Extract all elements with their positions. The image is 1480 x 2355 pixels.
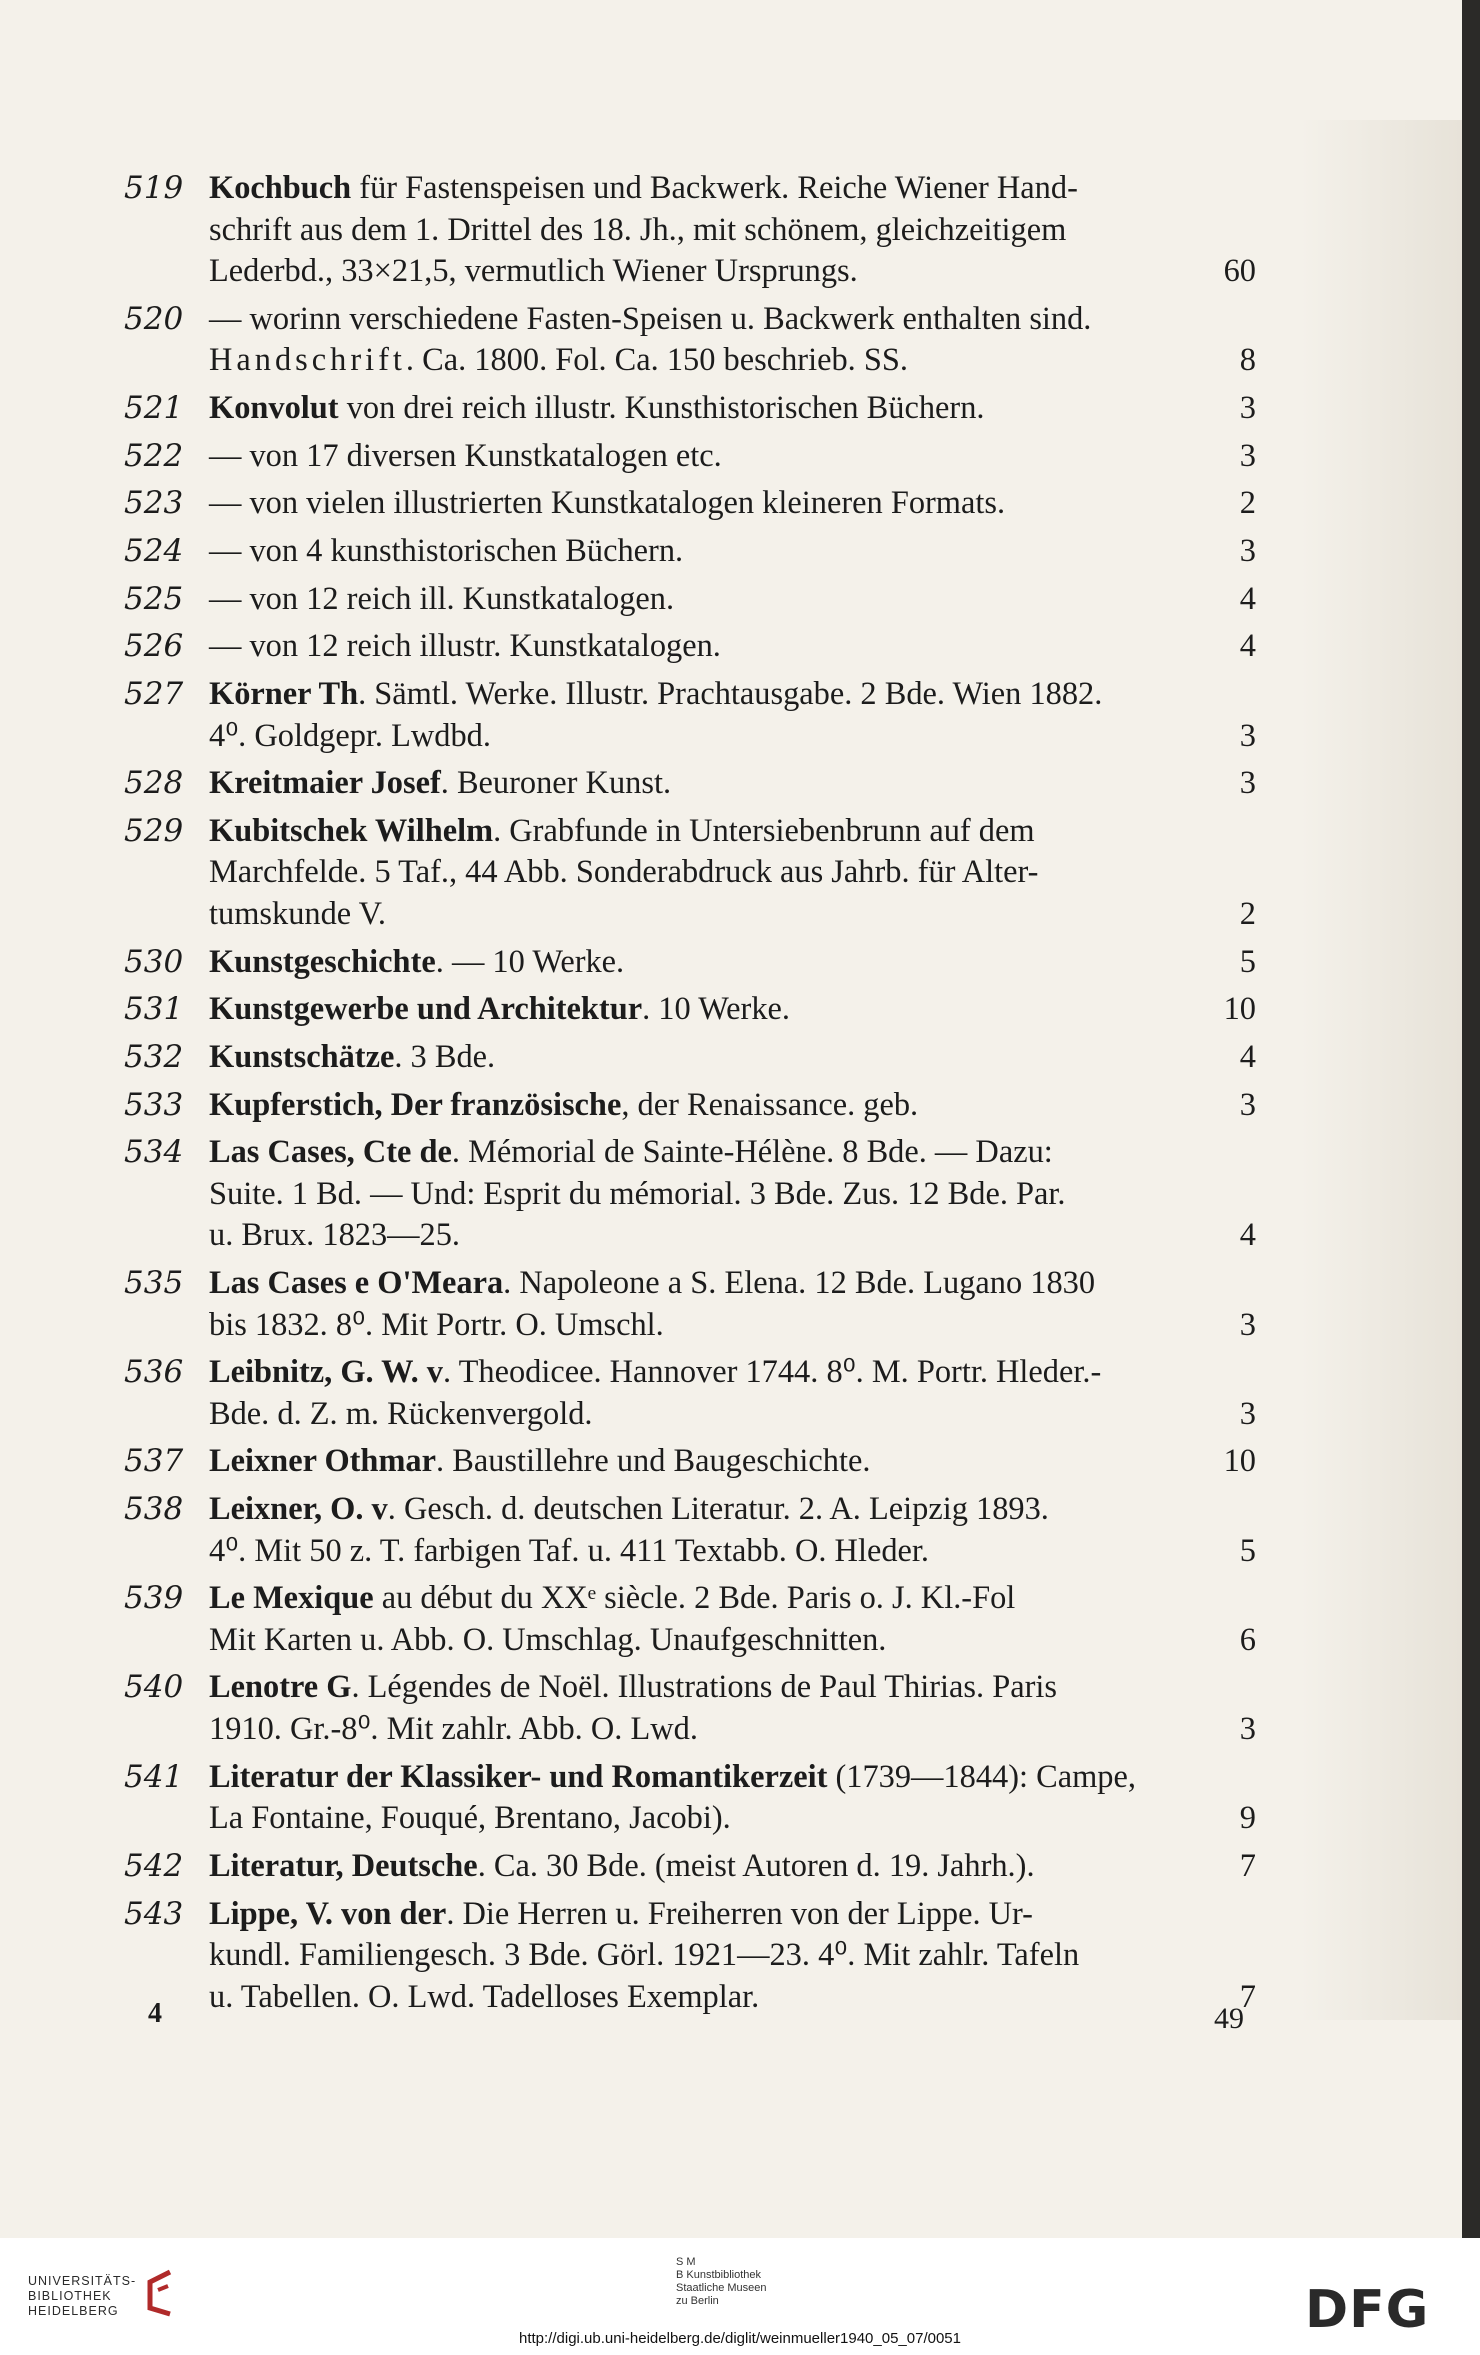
lot-number: 532 (124, 1038, 184, 1075)
entry-line-text (209, 1846, 1035, 1888)
catalog-entry (124, 1132, 1256, 1257)
smb-logo-line: zu Berlin (676, 2295, 719, 2307)
entry-text: . Mémorial de Sainte-Hélène. 8 Bde. — Dazu: (451, 1134, 1053, 1171)
entry-description (209, 1085, 1256, 1127)
entry-line (209, 579, 1256, 621)
lot-number: 520 (124, 300, 184, 337)
entry-text: Lederbd., 33×21,5, vermutlich Wiener Ursprungs. (209, 253, 858, 289)
entry-description (209, 1894, 1256, 2019)
ub-logo-line: HEIDELBERG (28, 2304, 119, 2318)
entry-line (209, 894, 1256, 936)
entry-line (209, 1037, 1256, 1079)
entry-line-text (209, 942, 624, 984)
catalog-entry (124, 168, 1256, 293)
entry-line (209, 626, 1256, 668)
entry-text: u. Tabellen. O. Lwd. Tadelloses Exemplar. (209, 1978, 760, 2015)
lot-number: 522 (124, 437, 184, 474)
entry-text: tumskunde V. (209, 895, 386, 932)
entry-line (209, 1620, 1256, 1662)
entry-line-text (209, 1709, 698, 1751)
entry-line-text (209, 716, 491, 758)
entry-title: Leixner, O. v (209, 1491, 388, 1528)
entry-line-text (209, 168, 1078, 210)
catalog-entry (124, 674, 1256, 757)
entry-line (209, 852, 1256, 894)
entry-line (209, 811, 1256, 853)
entry-line-text (209, 483, 1005, 525)
entry-line-text (209, 1798, 731, 1840)
entry-line (209, 1352, 1256, 1394)
smb-logo-line: B Kunstbibliothek (676, 2269, 761, 2281)
entry-text: — von 4 kunsthistorischen Büchern. (209, 532, 684, 569)
lot-number: 529 (124, 812, 184, 849)
entry-description (209, 436, 1256, 478)
entry-text: . Grabfunde in Untersiebenbrunn auf dem (493, 812, 1035, 849)
entry-title: Körner Th (209, 676, 359, 712)
catalog-entries (124, 168, 1256, 2024)
entry-line-text (209, 388, 985, 430)
catalog-entry (124, 579, 1256, 621)
entry-line-text (209, 1894, 1033, 1936)
entry-line-text (209, 1215, 460, 1257)
entry-line (209, 340, 1256, 382)
catalog-entry (124, 1578, 1256, 1661)
catalog-entry (124, 388, 1256, 430)
entry-line (209, 1215, 1256, 1257)
lot-price: 60 (1223, 253, 1256, 289)
entry-line (209, 1263, 1256, 1305)
entry-line-text (209, 1352, 1101, 1394)
entry-description (209, 1132, 1256, 1257)
catalog-entry (124, 1489, 1256, 1572)
lot-number: 540 (124, 1669, 184, 1706)
entry-line (209, 674, 1256, 716)
entry-text: für Fastenspeisen und Backwerk. Reiche Wiener Hand- (351, 170, 1078, 206)
entry-title: Las Cases, Cte de (209, 1134, 452, 1171)
entry-line (209, 251, 1256, 293)
lot-number: 537 (124, 1443, 184, 1480)
entry-line (209, 1757, 1256, 1799)
ub-logo-line: UNIVERSITÄTS- (28, 2274, 137, 2288)
lot-price: 7 (1239, 1978, 1256, 2015)
entry-text: . Gesch. d. deutschen Literatur. 2. A. Leipzig 1893. (387, 1491, 1049, 1528)
entry-line-text (209, 340, 908, 382)
entry-line (209, 1894, 1256, 1936)
entry-text: . Ca. 30 Bde. (meist Autoren d. 19. Jahrh.). (477, 1847, 1035, 1884)
entry-line (209, 1935, 1256, 1977)
entry-line (209, 763, 1256, 805)
entry-description (209, 1757, 1256, 1840)
entry-line-text (209, 1132, 1053, 1174)
entry-title: Kochbuch (209, 170, 352, 206)
entry-text: . 10 Werke. (642, 991, 791, 1028)
entry-description (209, 626, 1256, 668)
entry-description (209, 763, 1256, 805)
entry-line-text (209, 1667, 1057, 1709)
entry-title: Kunstgeschichte (209, 943, 436, 980)
entry-line (209, 1441, 1256, 1483)
entry-line-text (209, 1620, 886, 1662)
lot-number: 519 (124, 170, 184, 206)
smb-logo-line: Staatliche Museen (676, 2282, 767, 2294)
entry-text: Mit Karten u. Abb. O. Umschlag. Unaufgeschnitten. (209, 1621, 887, 1658)
entry-description (209, 1667, 1256, 1750)
entry-line-text (209, 1263, 1095, 1305)
entry-line-text (209, 1757, 1136, 1799)
lot-price: 3 (1239, 1306, 1256, 1343)
entry-line-text (209, 1441, 870, 1483)
entry-line (209, 1132, 1256, 1174)
entry-line (209, 1798, 1256, 1840)
smb-logo-line: S M (676, 2256, 696, 2268)
ub-logo-line: BIBLIOTHEK (28, 2289, 112, 2303)
lot-number: 538 (124, 1491, 184, 1528)
catalog-entry (124, 811, 1256, 936)
lot-number: 541 (124, 1758, 184, 1795)
entry-title: Kreitmaier Josef (209, 765, 441, 802)
catalog-entry (124, 299, 1256, 382)
entry-line-text (209, 436, 722, 478)
entry-text: . Légendes de Noël. Illustrations de Paul Thirias. Paris (351, 1669, 1057, 1706)
show-through-bleed (1300, 120, 1462, 2020)
entry-line-text (209, 1394, 593, 1436)
catalog-entry (124, 1263, 1256, 1346)
entry-title: Kupferstich, Der französische (209, 1086, 622, 1123)
entry-title: Las Cases e O'Meara (209, 1265, 504, 1301)
lot-number: 542 (124, 1847, 184, 1884)
catalog-entry (124, 763, 1256, 805)
entry-line-text (209, 299, 1091, 341)
entry-text: — von 12 reich illustr. Kunstkatalogen. (209, 628, 721, 665)
entry-title: Lippe, V. von der (209, 1895, 447, 1932)
lot-price: 3 (1239, 717, 1256, 754)
catalog-entry (124, 1846, 1256, 1888)
catalog-entry (124, 1085, 1256, 1127)
entry-description (209, 168, 1256, 293)
catalog-entry (124, 1894, 1256, 2019)
lot-price: 3 (1239, 389, 1256, 426)
lot-price: 10 (1223, 1443, 1256, 1480)
lot-number: 535 (124, 1265, 184, 1301)
lot-price: 3 (1239, 1086, 1256, 1123)
entry-line (209, 1305, 1256, 1347)
lot-number: 530 (124, 943, 184, 980)
entry-text: . Sämtl. Werke. Illustr. Prachtausgabe. 2 Bde. Wien 1882. (358, 676, 1103, 712)
entry-title: Kunstschätze (209, 1038, 395, 1075)
lot-price: 9 (1239, 1800, 1256, 1837)
lot-number: 526 (124, 628, 184, 665)
entry-title: Literatur, Deutsche (209, 1847, 478, 1884)
entry-text: . — 10 Werke. (435, 943, 625, 980)
entry-text: . Theodicee. Hannover 1744. 8⁰. M. Portr. Hleder.- (442, 1354, 1102, 1391)
smb-kunstbibliothek-logo (676, 2256, 767, 2308)
lot-price: 3 (1239, 1395, 1256, 1432)
entry-description (209, 579, 1256, 621)
entry-line (209, 388, 1256, 430)
entry-description (209, 1263, 1256, 1346)
entry-text: . 3 Bde. (394, 1038, 496, 1075)
lot-number: 531 (124, 991, 184, 1028)
entry-text: u. Brux. 1823—25. (209, 1217, 461, 1254)
lot-number: 536 (124, 1354, 184, 1391)
lot-number: 533 (124, 1086, 184, 1123)
entry-title: Lenotre G (209, 1669, 352, 1706)
lot-price: 3 (1239, 1710, 1256, 1747)
entry-title: Literatur der Klassiker- und Romantikerzeit (209, 1758, 828, 1795)
lot-number: 527 (124, 676, 184, 712)
lot-price: 4 (1239, 628, 1256, 665)
entry-line (209, 1977, 1256, 2019)
entry-description (209, 1578, 1256, 1661)
lot-price: 3 (1239, 532, 1256, 569)
entry-line-text (209, 531, 683, 573)
lot-number: 534 (124, 1134, 184, 1171)
lot-price: 2 (1239, 485, 1256, 522)
entry-line-text (209, 579, 674, 621)
entry-line-text (209, 1085, 918, 1127)
catalog-entry (124, 1667, 1256, 1750)
entry-text: . Ca. 1800. Fol. Ca. 150 beschrieb. SS. (405, 342, 908, 379)
entry-line (209, 1667, 1256, 1709)
lot-number: 523 (124, 485, 184, 522)
catalog-entry (124, 1037, 1256, 1079)
entry-line-text (209, 852, 1038, 894)
entry-title: Le Mexique (209, 1580, 374, 1617)
entry-line (209, 942, 1256, 984)
entry-text: bis 1832. 8⁰. Mit Portr. O. Umschl. (209, 1306, 664, 1343)
ub-heidelberg-logo (28, 2274, 136, 2319)
entry-line (209, 1085, 1256, 1127)
catalog-entry (124, 942, 1256, 984)
entry-line (209, 299, 1256, 341)
lot-number: 539 (124, 1580, 184, 1617)
catalog-entry (124, 989, 1256, 1031)
entry-line (209, 1846, 1256, 1888)
entry-line-text (209, 626, 721, 668)
entry-line (209, 531, 1256, 573)
entry-text: . Napoleone a S. Elena. 12 Bde. Lugano 1830 (503, 1265, 1096, 1301)
entry-line (209, 989, 1256, 1031)
entry-line-text (209, 894, 386, 936)
entry-description (209, 1489, 1256, 1572)
lot-price: 6 (1239, 1621, 1256, 1658)
entry-text: Bde. d. Z. m. Rückenvergold. (209, 1395, 593, 1432)
catalog-entry (124, 436, 1256, 478)
entry-description (209, 531, 1256, 573)
entry-description (209, 1352, 1256, 1435)
entry-text: — worinn verschiedene Fasten-Speisen u. Backwerk enthalten sind. (209, 300, 1092, 337)
entry-text: von drei reich illustr. Kunsthistorischen Büchern. (338, 389, 985, 426)
catalog-entry (124, 626, 1256, 668)
lot-number: 521 (124, 389, 184, 426)
scan-edge (1462, 0, 1480, 2238)
entry-line-text (209, 251, 858, 293)
entry-line (209, 1174, 1256, 1216)
entry-text: Handschrift (209, 342, 406, 379)
lot-price: 5 (1239, 943, 1256, 980)
entry-description (209, 1037, 1256, 1079)
entry-line (209, 436, 1256, 478)
entry-title: Kubitschek Wilhelm (209, 812, 494, 849)
lot-number: 525 (124, 580, 184, 617)
lot-price: 4 (1239, 1038, 1256, 1075)
entry-line-text (209, 989, 790, 1031)
lot-number: 528 (124, 765, 184, 802)
entry-line-text (209, 1037, 495, 1079)
lot-price: 5 (1239, 1532, 1256, 1569)
entry-text: — von vielen illustrierten Kunstkatalogen kleineren Formats. (209, 485, 1006, 522)
lot-number: 543 (124, 1895, 184, 1932)
entry-line-text (209, 1578, 1015, 1620)
entry-text: Marchfelde. 5 Taf., 44 Abb. Sonderabdruck aus Jahrb. für Alter- (209, 854, 1039, 891)
entry-description (209, 299, 1256, 382)
entry-line-text (209, 1174, 1066, 1216)
entry-title: Konvolut (209, 389, 339, 426)
entry-description (209, 388, 1256, 430)
entry-text: 4⁰. Mit 50 z. T. farbigen Taf. u. 411 Textabb. O. Hleder. (209, 1532, 929, 1569)
lot-price: 7 (1239, 1847, 1256, 1884)
entry-description (209, 1441, 1256, 1483)
entry-text: 4⁰. Goldgepr. Lwdbd. (209, 717, 491, 754)
entry-line (209, 1578, 1256, 1620)
lot-price: 4 (1239, 580, 1256, 617)
entry-line (209, 483, 1256, 525)
ub-emblem-icon (140, 2268, 180, 2318)
entry-line-text (209, 1531, 929, 1573)
entry-text: — von 17 diversen Kunstkatalogen etc. (209, 437, 722, 474)
catalog-entry (124, 531, 1256, 573)
entry-line-text (209, 1305, 664, 1347)
entry-title: Kunstgewerbe und Architektur (209, 991, 643, 1028)
catalog-entry (124, 483, 1256, 525)
lot-price: 4 (1239, 1217, 1256, 1254)
entry-line (209, 1531, 1256, 1573)
entry-text: . Beuroner Kunst. (440, 765, 672, 802)
entry-text: schrift aus dem 1. Drittel des 18. Jh., mit schönem, gleichzeitigem (209, 211, 1067, 248)
entry-title: Leixner Othmar (209, 1443, 437, 1480)
entry-description (209, 942, 1256, 984)
dfg-logo: DFG (1305, 2280, 1430, 2340)
page-number: 49 (1214, 2002, 1244, 2035)
catalog-entry (124, 1757, 1256, 1840)
entry-line (209, 1709, 1256, 1751)
entry-text: . Die Herren u. Freiherren von der Lippe. Ur- (446, 1895, 1033, 1932)
footer-bar (0, 2238, 1480, 2355)
entry-description (209, 989, 1256, 1031)
entry-text: . Baustillehre und Baugeschichte. (436, 1443, 871, 1480)
entry-line (209, 210, 1256, 252)
entry-text: — von 12 reich ill. Kunstkatalogen. (209, 580, 675, 617)
entry-text: au début du XXᵉ siècle. 2 Bde. Paris o. J. Kl.-Fol (373, 1580, 1016, 1617)
lot-price: 8 (1239, 342, 1256, 379)
entry-line-text (209, 1977, 759, 2019)
entry-description (209, 811, 1256, 936)
entry-text: kundl. Familiengesch. 3 Bde. Görl. 1921—23. 4⁰. Mit zahlr. Tafeln (209, 1937, 1080, 1973)
entry-line-text (209, 674, 1102, 716)
lot-price: 3 (1239, 437, 1256, 474)
entry-description (209, 1846, 1256, 1888)
permalink-url[interactable]: http://digi.ub.uni-heidelberg.de/diglit/weinmueller1940_05_07/0051 (519, 2330, 961, 2347)
lot-price: 10 (1223, 991, 1256, 1028)
entry-text: La Fontaine, Fouqué, Brentano, Jacobi). (209, 1800, 731, 1837)
entry-text: 1910. Gr.-8⁰. Mit zahlr. Abb. O. Lwd. (209, 1710, 698, 1747)
entry-line (209, 716, 1256, 758)
entry-line (209, 1394, 1256, 1436)
entry-description (209, 674, 1256, 757)
lot-number: 524 (124, 532, 184, 569)
entry-line-text (209, 763, 671, 805)
entry-line (209, 168, 1256, 210)
catalog-entry (124, 1441, 1256, 1483)
entry-text: (1739—1844): Campe, (827, 1758, 1136, 1795)
catalog-entry (124, 1352, 1256, 1435)
entry-title: Leibnitz, G. W. v (209, 1354, 443, 1391)
entry-line-text (209, 210, 1066, 252)
entry-description (209, 483, 1256, 525)
entry-line (209, 1489, 1256, 1531)
entry-line-text (209, 1935, 1079, 1977)
entry-text: Suite. 1 Bd. — Und: Esprit du mémorial. 3 Bde. Zus. 12 Bde. Par. (209, 1175, 1066, 1212)
lot-price: 2 (1239, 895, 1256, 932)
entry-line-text (209, 811, 1035, 853)
entry-text: , der Renaissance. geb. (621, 1086, 919, 1123)
sheet-signature: 4 (148, 1998, 162, 2029)
lot-price: 3 (1239, 765, 1256, 802)
entry-line-text (209, 1489, 1049, 1531)
